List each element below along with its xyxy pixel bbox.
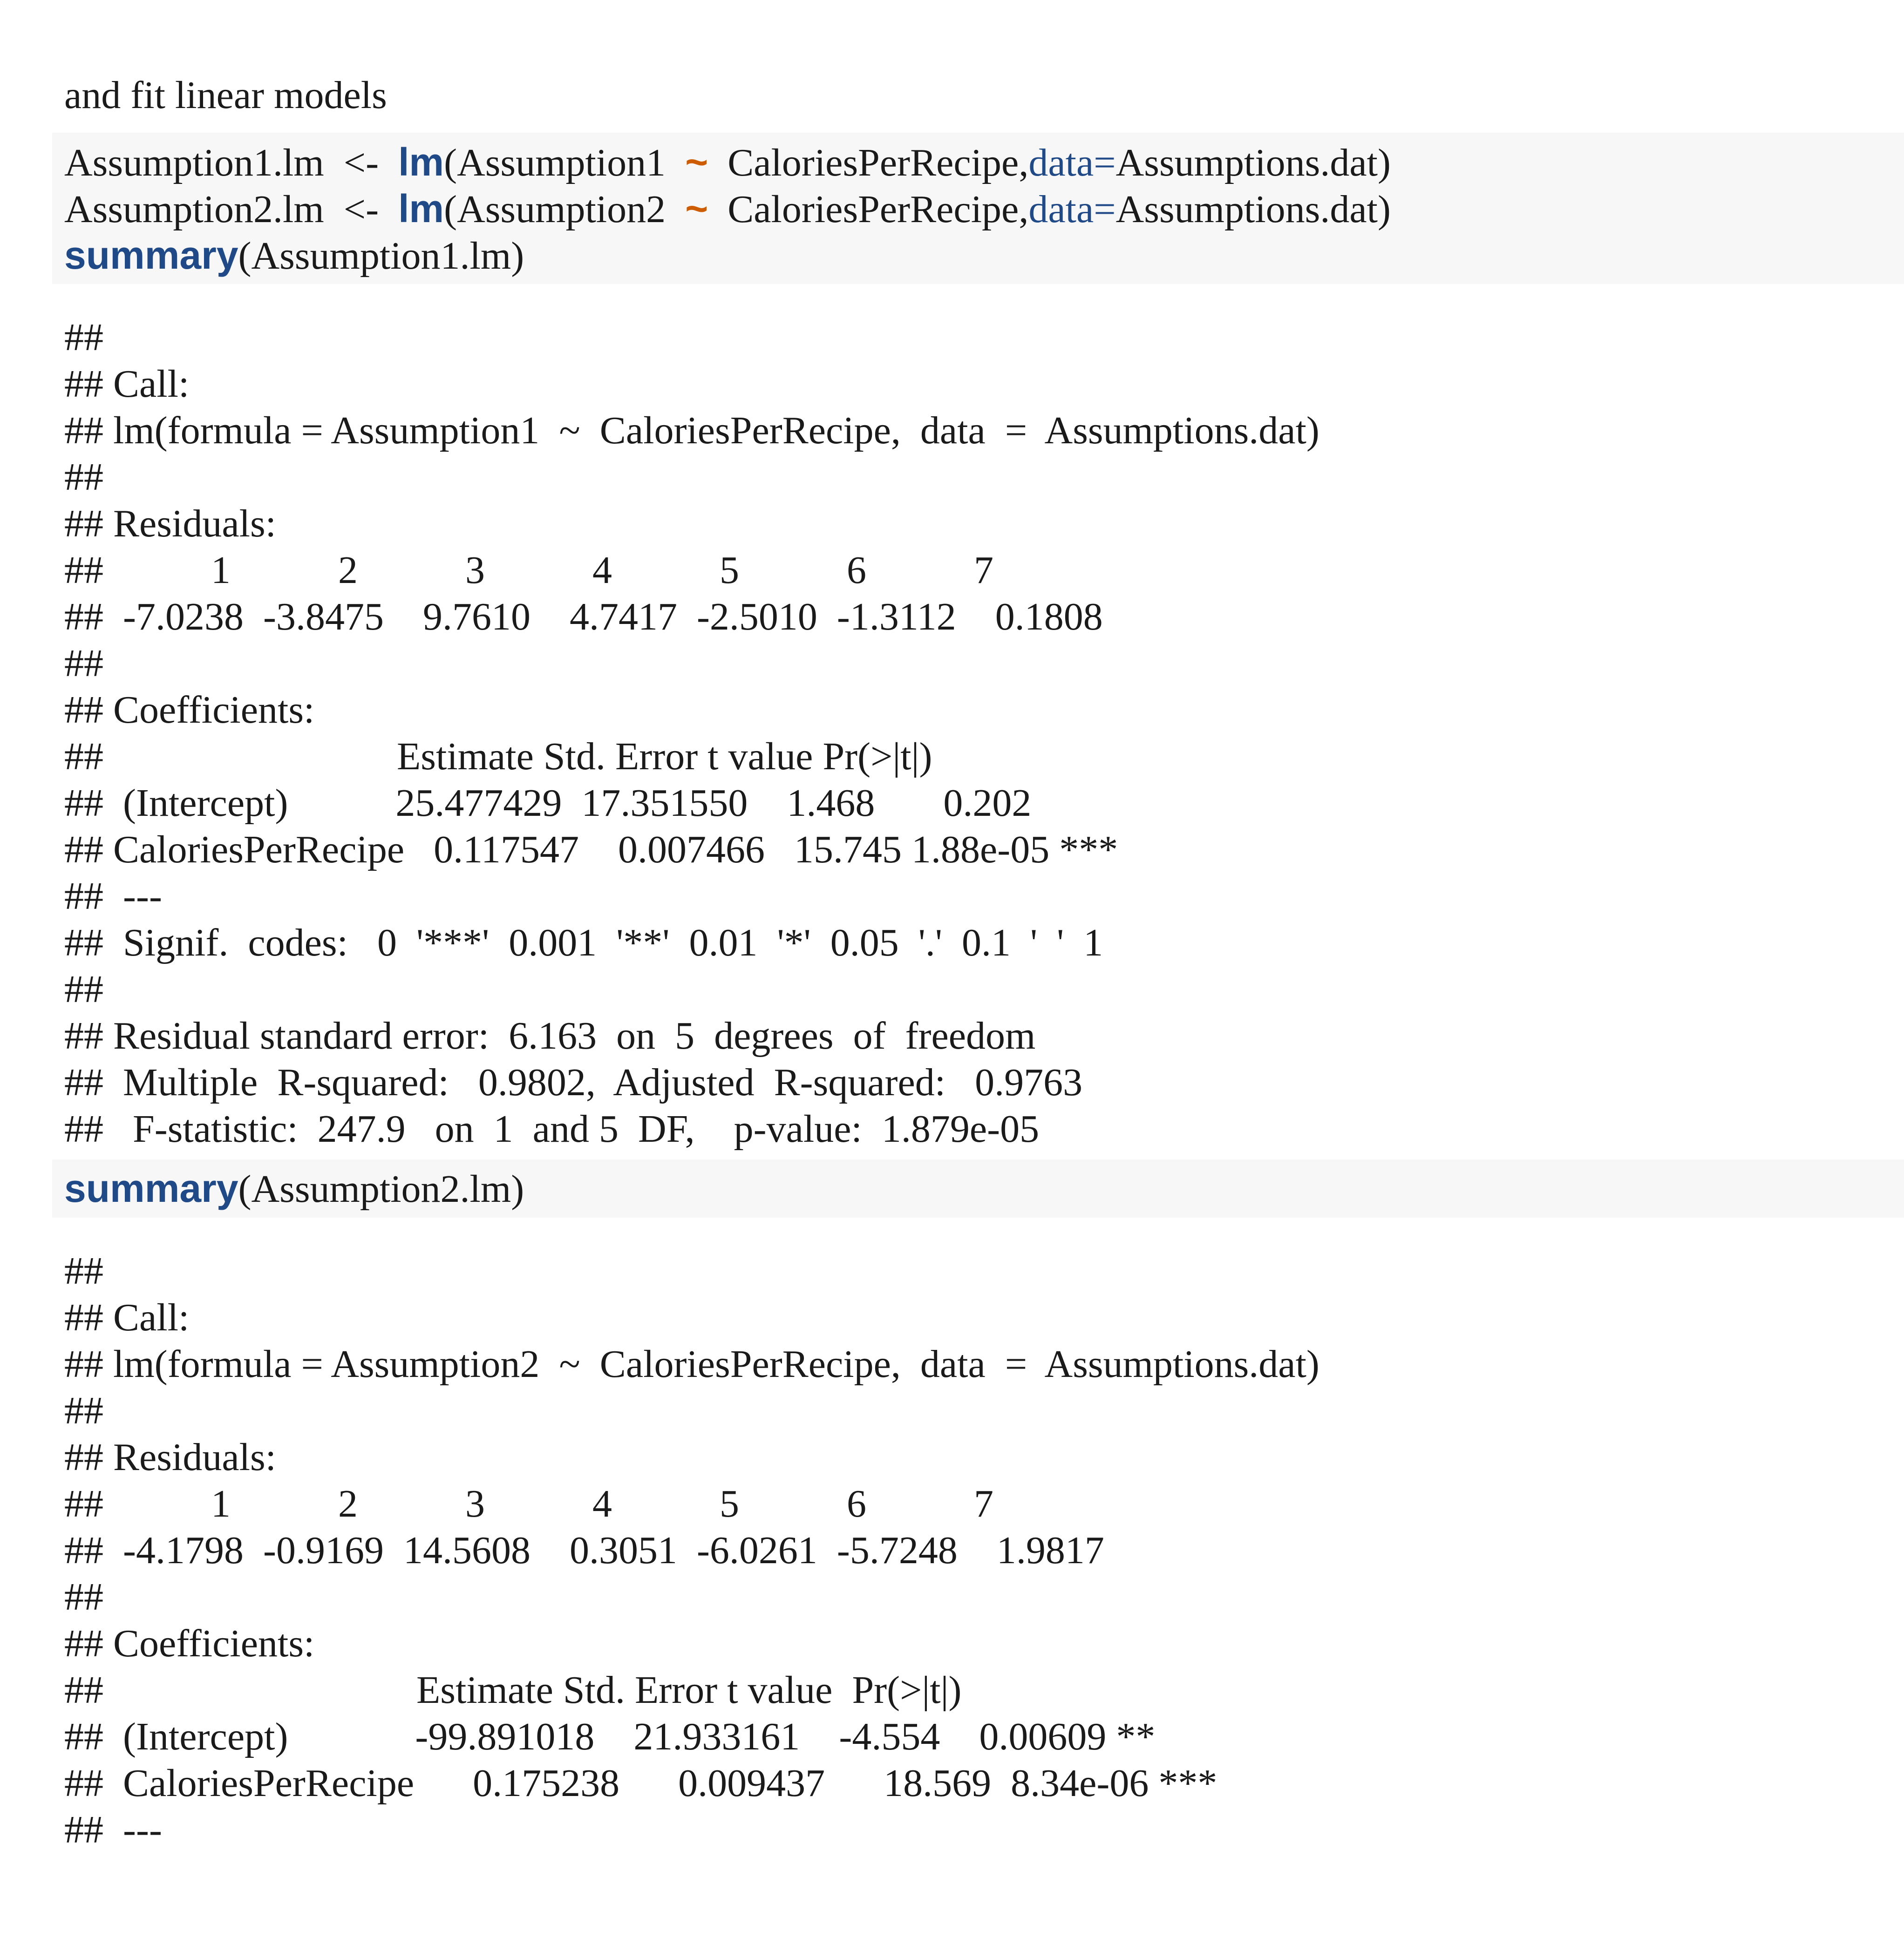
output-line: ## <box>64 1575 103 1619</box>
code-rest: (Assumption1.lm) <box>238 234 524 278</box>
code-rest: Assumptions.dat) <box>1115 141 1391 184</box>
code-open: (Assumption2 <box>444 188 686 231</box>
code-block-2 <box>52 1159 1904 1218</box>
output-line: ## -4.1798 -0.9169 14.5608 0.3051 -6.0261 -5.7248 1.9817 <box>64 1529 1104 1572</box>
code-mid: CaloriesPerRecipe, <box>708 141 1029 184</box>
output-line: ## 1 2 3 4 5 6 7 <box>64 549 993 592</box>
code-line-assumption2-lm <box>64 185 1391 233</box>
output-line: ## (Intercept) 25.477429 17.351550 1.468 0.202 <box>64 781 1032 825</box>
output-line: ## --- <box>64 874 162 918</box>
output-line: ## Call: <box>64 1296 190 1339</box>
summary-function: summary <box>64 233 238 277</box>
output-line: ## (Intercept) -99.891018 21.933161 -4.554 0.00609 ** <box>64 1715 1156 1758</box>
output-line: ## <box>64 316 103 359</box>
code-block-1 <box>52 133 1904 284</box>
summary-function: summary <box>64 1166 238 1210</box>
output-line: ## Residuals: <box>64 502 276 545</box>
code-lhs: Assumption1.lm <- <box>64 141 399 184</box>
output-line: ## Coefficients: <box>64 688 315 732</box>
output-line: ## --- <box>64 1808 162 1851</box>
data-argument: data= <box>1028 141 1116 184</box>
output-line: ## CaloriesPerRecipe 0.175238 0.009437 18.569 8.34e-06 *** <box>64 1762 1217 1805</box>
tilde-operator: ~ <box>685 140 708 184</box>
output-line: ## lm(formula = Assumption1 ~ CaloriesPerRecipe, data = Assumptions.dat) <box>64 409 1319 452</box>
output-line: ## Residuals: <box>64 1436 276 1479</box>
lm-function: lm <box>398 187 444 230</box>
code-rest: (Assumption2.lm) <box>238 1167 524 1211</box>
output-line: ## CaloriesPerRecipe 0.117547 0.007466 15.745 1.88e-05 *** <box>64 828 1118 871</box>
output-line: ## F-statistic: 247.9 on 1 and 5 DF, p-value: 1.879e-05 <box>64 1107 1040 1151</box>
output-line: ## <box>64 1389 103 1432</box>
code-rest: Assumptions.dat) <box>1115 188 1391 231</box>
output-line: ## Signif. codes: 0 '***' 0.001 '**' 0.01 '*' 0.05 '.' 0.1 ' ' 1 <box>64 921 1103 964</box>
output-line: ## Estimate Std. Error t value Pr(>|t|) <box>64 735 932 778</box>
tilde-operator: ~ <box>685 187 708 230</box>
output-line: ## <box>64 642 103 685</box>
code-mid: CaloriesPerRecipe, <box>708 188 1029 231</box>
output-line: ## <box>64 968 103 1011</box>
intro-text: and fit linear models <box>64 74 387 117</box>
code-line-summary-1 <box>64 232 524 279</box>
code-lhs: Assumption2.lm <- <box>64 188 399 231</box>
output-line: ## <box>64 1249 103 1293</box>
code-line-assumption1-lm <box>64 139 1391 186</box>
output-line: ## <box>64 455 103 499</box>
output-line: ## Call: <box>64 362 190 406</box>
lm-function: lm <box>398 140 444 184</box>
data-argument: data= <box>1028 188 1116 231</box>
output-line: ## lm(formula = Assumption2 ~ CaloriesPerRecipe, data = Assumptions.dat) <box>64 1342 1319 1386</box>
output-line: ## -7.0238 -3.8475 9.7610 4.7417 -2.5010 -1.3112 0.1808 <box>64 595 1103 638</box>
code-open: (Assumption1 <box>444 141 686 184</box>
output-line: ## Residual standard error: 6.163 on 5 degrees of freedom <box>64 1014 1036 1057</box>
output-line: ## Estimate Std. Error t value Pr(>|t|) <box>64 1668 962 1712</box>
code-line-summary-2 <box>64 1165 524 1213</box>
output-line: ## 1 2 3 4 5 6 7 <box>64 1482 993 1525</box>
output-line: ## Multiple R-squared: 0.9802, Adjusted R-squared: 0.9763 <box>64 1061 1083 1104</box>
output-line: ## Coefficients: <box>64 1622 315 1665</box>
